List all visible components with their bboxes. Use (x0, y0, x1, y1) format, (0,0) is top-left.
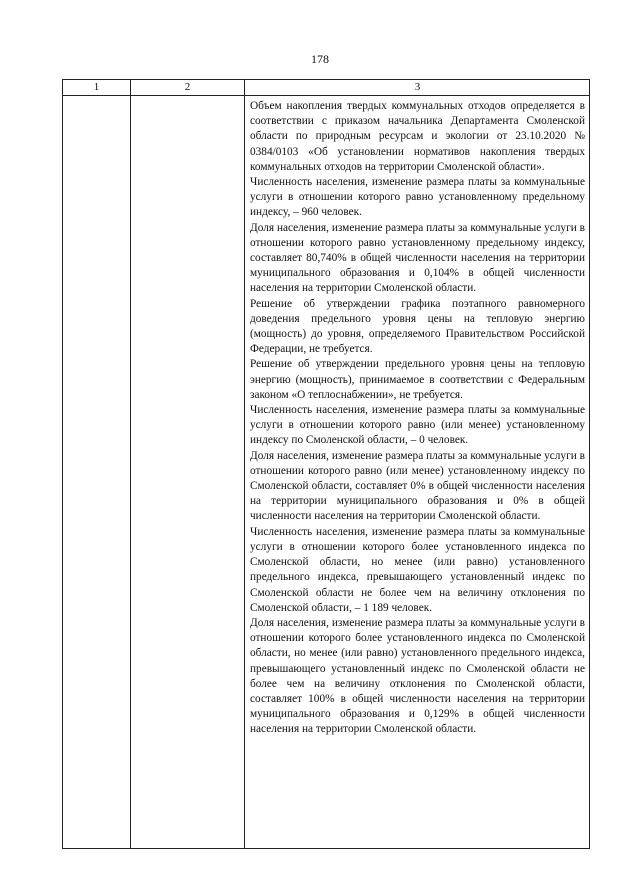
column-divider (244, 80, 245, 848)
column-3-content (250, 99, 585, 738)
paragraph: Решение об утверждении графика поэтапного равномерного доведения предельного уровня цены на тепловую энергию (мощность) до уровня, определяемого Правительством Российской Федерации, не требуется. (250, 297, 585, 356)
paragraph: Доля населения, изменение размера платы за коммунальные услуги в отношении которого равно (или менее) установленному индексу по Смоленской области, составляет 0% в общей численности населения на территории муниципального образования и 0% в общей численности населения на территории Смоленской области. (250, 449, 585, 523)
paragraph: Численность населения, изменение размера платы за коммунальные услуги в отношении которого равно установленному предельному индексу, – 960 человек. (250, 176, 585, 219)
page-number: 178 (311, 52, 329, 66)
paragraph: Численность населения, изменение размера платы за коммунальные услуги в отношении которого равно (или менее) установленному индексу по Смоленской области, – 0 человек. (250, 404, 585, 447)
column-header-2: 2 (184, 81, 191, 93)
column-header-3: 3 (414, 81, 421, 93)
column-divider (130, 80, 131, 848)
paragraph: Объем накопления твердых коммунальных отходов определяется в соответствии с приказом начальника Департамента Смоленской области по природным ресурсам и экологии от 23.10.2020 № 0384/0103 «Об установлении нормативов накопления твердых коммунальных отходов на территории Смоленской области». (250, 100, 585, 173)
paragraph: Доля населения, изменение размера платы за коммунальные услуги в отношении которого равно установленному предельному индексу, составляет 80,740% в общей численности населения на территории муниципального образования и 0,104% в общей численности населения на территории Смоленской области. (250, 221, 585, 295)
paragraph: Численность населения, изменение размера платы за коммунальные услуги в отношении которого более установленного индекса по Смоленской области, но менее (или равно) установленного предельного индекса, превышающего установленный индекс по Смоленской области не более чем на величину отклонения по Смоленской области, – 1 189 человек. (250, 525, 585, 614)
column-header-1: 1 (93, 81, 100, 93)
paragraph: Доля населения, изменение размера платы за коммунальные услуги в отношении которого более установленного индекса по Смоленской области, но менее (или равно) установленного предельного индекса, превышающего установленный индекс по Смоленской области не более чем на величину отклонения по Смоленской области, составляет 100% в общей численности населения на территории муниципального образования и 0,129% в общей численности населения на территории Смоленской области. (250, 616, 585, 736)
paragraph: Решение об утверждении предельного уровня цены на тепловую энергию (мощность), принимаемое в соответствии с Федеральным законом «О теплоснабжении», не требуется. (250, 358, 585, 401)
header-divider (63, 95, 589, 96)
document-table (62, 79, 590, 849)
